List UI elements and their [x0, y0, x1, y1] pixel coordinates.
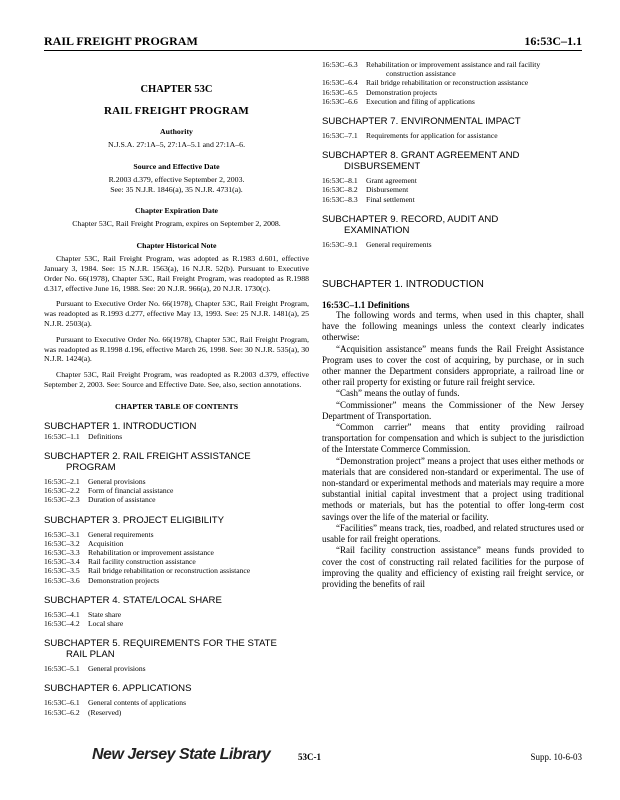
library-stamp: New Jersey State Library: [92, 746, 271, 763]
toc-item[interactable]: 16:53C–2.3 Duration of assistance: [44, 495, 156, 505]
toc-item[interactable]: 16:53C–6.3 Rehabilitation or improvement assistance and rail facility construction assistance: [322, 60, 541, 79]
toc-item[interactable]: 16:53C–1.1 Definitions: [44, 431, 123, 441]
toc-item[interactable]: 16:53C–8.2 Disbursement: [322, 185, 409, 195]
supplement-date: Supp. 10-6-03: [530, 752, 582, 762]
toc-item[interactable]: 16:53C–2.2 Form of financial assistance: [44, 486, 174, 496]
toc-subchapter-8[interactable]: SUBCHAPTER 8. GRANT AGREEMENT AND DISBURSEMENT: [322, 150, 520, 173]
left-column: [44, 60, 309, 717]
toc-item[interactable]: 16:53C–3.4 Rail facility construction assistance: [44, 557, 196, 567]
source-line-1: R.2003 d.379, effective September 2, 2003.: [108, 174, 245, 184]
toc-subchapter-9[interactable]: SUBCHAPTER 9. RECORD, AUDIT AND EXAMINATION: [322, 213, 499, 236]
body-paragraph: “Commissioner” means the Commissioner of the New Jersey Department of Transportation.: [322, 399, 584, 421]
body-paragraph: “Rail facility construction assistance” means funds provided to cover the cost of constructing rail related facilities for the purpose of improving the quality and efficiency of existing rail freight service, or providing the benefits of rail: [322, 545, 584, 589]
toc-subchapter-5[interactable]: SUBCHAPTER 5. REQUIREMENTS FOR THE STATE RAIL PLAN: [44, 638, 277, 661]
body-paragraph: “Demonstration project” means a project that uses either methods or materials that are considered non-standard or experimental. The use of non-standard or experimental methods and materials may require a more substantial initial capital investment that a project using traditional methods or materials, but has the potential to offer long-term cost savings over the life of the material or facility.: [322, 455, 584, 522]
toc-subchapter-7[interactable]: SUBCHAPTER 7. ENVIRONMENTAL IMPACT: [322, 116, 521, 128]
authority-heading: Authority: [160, 127, 193, 136]
header-section-number: 16:53C–1.1: [524, 34, 582, 48]
history-paragraph-4: Chapter 53C, Rail Freight Program, was readopted as R.2003 d.379, effective September 2, 2003. See: Source and Effective Date. See, also, section annotations.: [44, 370, 309, 389]
toc-item[interactable]: 16:53C–8.3 Final settlement: [322, 194, 415, 204]
toc-item[interactable]: 16:53C–7.1 Requirements for application for assistance: [322, 131, 498, 141]
body-paragraph: “Facilities” means track, ties, roadbed, and related structures used or usable for rail freight operations.: [322, 522, 584, 545]
toc-item[interactable]: 16:53C–3.1 General requirements: [44, 529, 154, 539]
toc-item[interactable]: 16:53C–6.4 Rail bridge rehabilitation or reconstruction assistance: [322, 78, 529, 88]
toc-item[interactable]: 16:53C–2.1 General provisions: [44, 476, 146, 486]
toc-item[interactable]: 16:53C–6.6 Execution and filing of applications: [322, 96, 475, 106]
toc-item[interactable]: 16:53C–6.5 Demonstration projects: [322, 87, 438, 97]
toc-item[interactable]: 16:53C–3.3 Rehabilitation or improvement assistance: [44, 547, 214, 557]
section-title: SUBCHAPTER 1. INTRODUCTION: [322, 279, 484, 291]
toc-item[interactable]: 16:53C–3.5 Rail bridge rehabilitation or reconstruction assistance: [44, 566, 251, 576]
toc-subchapter-4[interactable]: SUBCHAPTER 4. STATE/LOCAL SHARE: [44, 594, 222, 606]
history-paragraph-3: Pursuant to Executive Order No. 66(1978), Chapter 53C, Rail Freight Program, was readopted as R.1998 d.196, effective March 26, 1998. See: 30 N.J.R. 535(a), 30 N.J.R. 1424(a).: [44, 334, 309, 364]
history-paragraph-1: Chapter 53C, Rail Freight Program, was adopted as R.1983 d.601, effective January 3, 1984. See: 15 N.J.R. 1563(a), 16 N.J.R. 52(b). Pursuant to Executive Order No. 66(1978), Chapter 53C, Rail Freight Program, was readopted as R.1988 d.317, effective June 16, 1988. See: 20 N.J.R. 966(a), 20 N.J.R. 1730(c).: [44, 254, 309, 293]
history-paragraph-2: Pursuant to Executive Order No. 66(1978), Chapter 53C, Rail Freight Program, was readopted as R.1993 d.277, effective May 13, 1993. See: 25 N.J.R. 1481(a), 25 N.J.R. 2503(a).: [44, 299, 309, 328]
toc-heading: CHAPTER TABLE OF CONTENTS: [114, 401, 239, 411]
expiration-text: Chapter 53C, Rail Freight Program, expires on September 2, 2008.: [72, 219, 281, 229]
chapter-number: CHAPTER 53C: [140, 84, 213, 95]
source-heading: Source and Effective Date: [133, 161, 220, 171]
toc-subchapter-1[interactable]: SUBCHAPTER 1. INTRODUCTION: [44, 420, 197, 432]
header-title: RAIL FREIGHT PROGRAM: [44, 34, 198, 48]
toc-item[interactable]: 16:53C–5.1 General provisions: [44, 664, 146, 674]
toc-item[interactable]: 16:53C–6.1 General contents of applications: [44, 698, 187, 708]
toc-subchapter-3[interactable]: SUBCHAPTER 3. PROJECT ELIGIBILITY: [44, 514, 225, 526]
history-heading: Chapter Historical Note: [136, 241, 217, 251]
definitions-heading: 16:53C–1.1 Definitions: [322, 300, 410, 311]
toc-item[interactable]: 16:53C–9.1 General requirements: [322, 239, 432, 249]
body-paragraph: The following words and terms, when used in this chapter, shall have the following meanings unless the context clearly indicates otherwise:: [322, 310, 584, 343]
page-number: 53C-1: [298, 752, 321, 762]
body-paragraph: “Common carrier” means that entity providing railroad transportation for compensation and which is subject to the jurisdiction of the Interstate Commerce Commission.: [322, 422, 584, 455]
toc-item[interactable]: 16:53C–4.1 State share: [44, 609, 122, 619]
toc-subchapter-2[interactable]: SUBCHAPTER 2. RAIL FREIGHT ASSISTANCE PROGRAM: [44, 450, 251, 473]
chapter-title: RAIL FREIGHT PROGRAM: [104, 105, 249, 117]
toc-subchapter-6[interactable]: SUBCHAPTER 6. APPLICATIONS: [44, 683, 192, 695]
header-rule: [44, 50, 582, 51]
toc-item[interactable]: 16:53C–4.2 Local share: [44, 618, 124, 628]
toc-item[interactable]: 16:53C–3.6 Demonstration projects: [44, 575, 160, 585]
body-paragraph: “Acquisition assistance” means funds the Rail Freight Assistance Program uses to cover the cost of acquiring, by purchase, or in such other manner the Department considers appropriate, a railroad line or other rail property for existing or future rail freight service.: [322, 343, 584, 388]
source-line-2: See: 35 N.J.R. 1846(a), 35 N.J.R. 4731(a).: [110, 184, 243, 194]
toc-item[interactable]: 16:53C–3.2 Acquisition: [44, 538, 124, 548]
body-paragraph: “Cash” means the outlay of funds.: [336, 388, 460, 399]
right-column: [322, 60, 584, 590]
authority-text: N.J.S.A. 27:1A–5, 27:1A–5.1 and 27:1A–6.: [107, 140, 246, 149]
toc-item[interactable]: 16:53C–6.2 (Reserved): [44, 707, 122, 717]
running-header: [44, 34, 582, 50]
toc-item[interactable]: 16:53C–8.1 Grant agreement: [322, 176, 417, 186]
expiration-heading: Chapter Expiration Date: [134, 206, 219, 216]
